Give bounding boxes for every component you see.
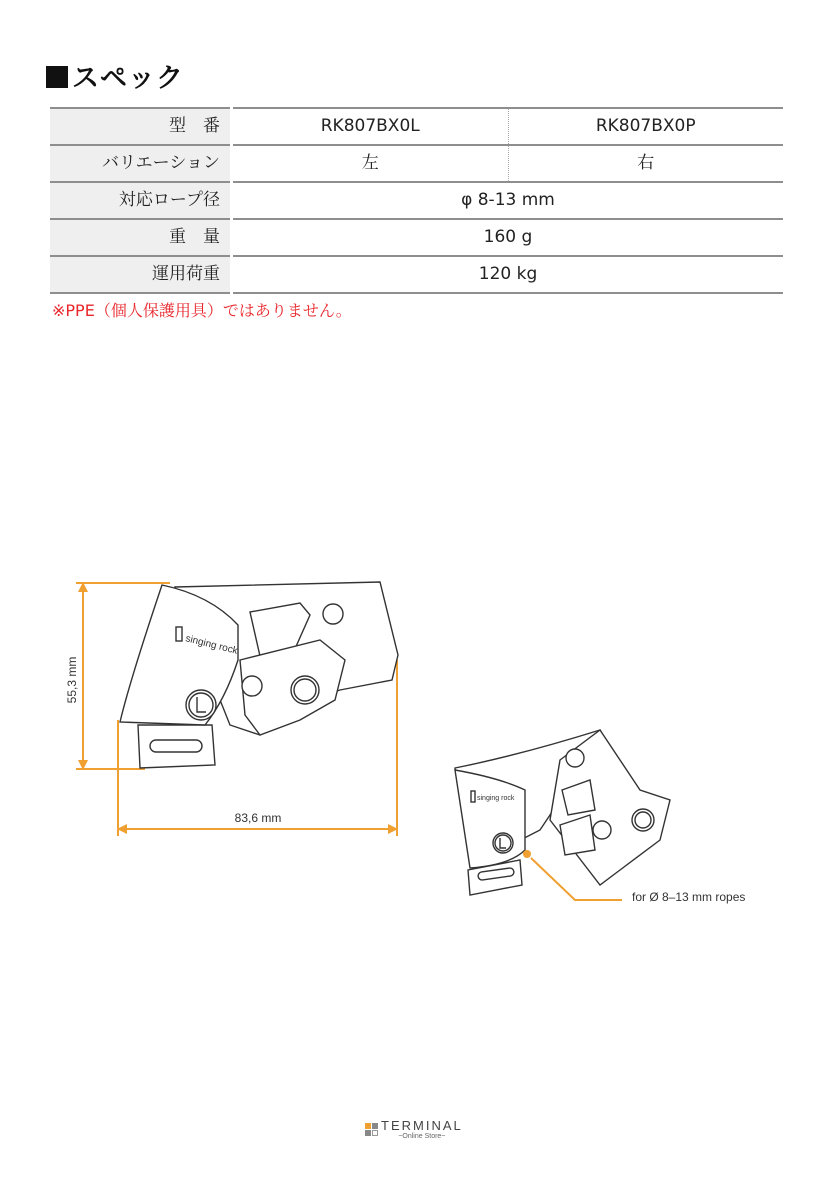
table-row-model xyxy=(50,107,783,144)
row-label: バリエーション xyxy=(50,144,230,181)
spec-table xyxy=(50,107,783,294)
footer-brand: TERMINAL xyxy=(381,1118,463,1133)
device-front-view xyxy=(120,582,398,768)
device-perspective-view xyxy=(455,730,670,895)
ppe-warning-note: ※PPE（個人保護用具）ではありません。 xyxy=(52,301,352,320)
model-right: RK807BX0P xyxy=(595,116,696,136)
square-bullet-icon xyxy=(46,66,68,88)
row-label: 対応ロープ径 xyxy=(50,181,230,218)
row-label: 重 量 xyxy=(50,218,230,255)
footer-logo xyxy=(365,1119,463,1140)
height-dimension-label: 55,3 mm xyxy=(65,656,79,704)
table-row-working-load xyxy=(50,255,783,292)
section-heading xyxy=(46,56,184,95)
working-load-value: 120 kg xyxy=(478,264,538,284)
weight-value: 160 g xyxy=(483,227,533,247)
table-row-weight xyxy=(50,218,783,255)
row-label: 型 番 xyxy=(50,107,230,144)
table-row-variation xyxy=(50,144,783,181)
brand-logo-text-small: singing rock xyxy=(477,795,515,802)
product-diagram xyxy=(0,560,833,940)
footer-subtitle: ~Online Store~ xyxy=(398,1133,446,1140)
rope-diameter-value: φ 8-13 mm xyxy=(461,190,555,210)
table-row-rope-diameter xyxy=(50,181,783,218)
brand-logo-text: singing rock xyxy=(184,633,239,657)
terminal-logo-icon xyxy=(365,1123,378,1136)
width-dimension-label: 83,6 mm xyxy=(234,811,282,825)
heading-text: スペック xyxy=(72,63,184,94)
table-bottom-rule xyxy=(50,292,783,294)
variation-right: 右 xyxy=(637,153,655,173)
variation-left: 左 xyxy=(233,146,509,181)
rope-diameter-callout: for Ø 8–13 mm ropes xyxy=(632,890,746,904)
row-label: 運用荷重 xyxy=(50,255,230,292)
model-left: RK807BX0L xyxy=(233,109,509,144)
